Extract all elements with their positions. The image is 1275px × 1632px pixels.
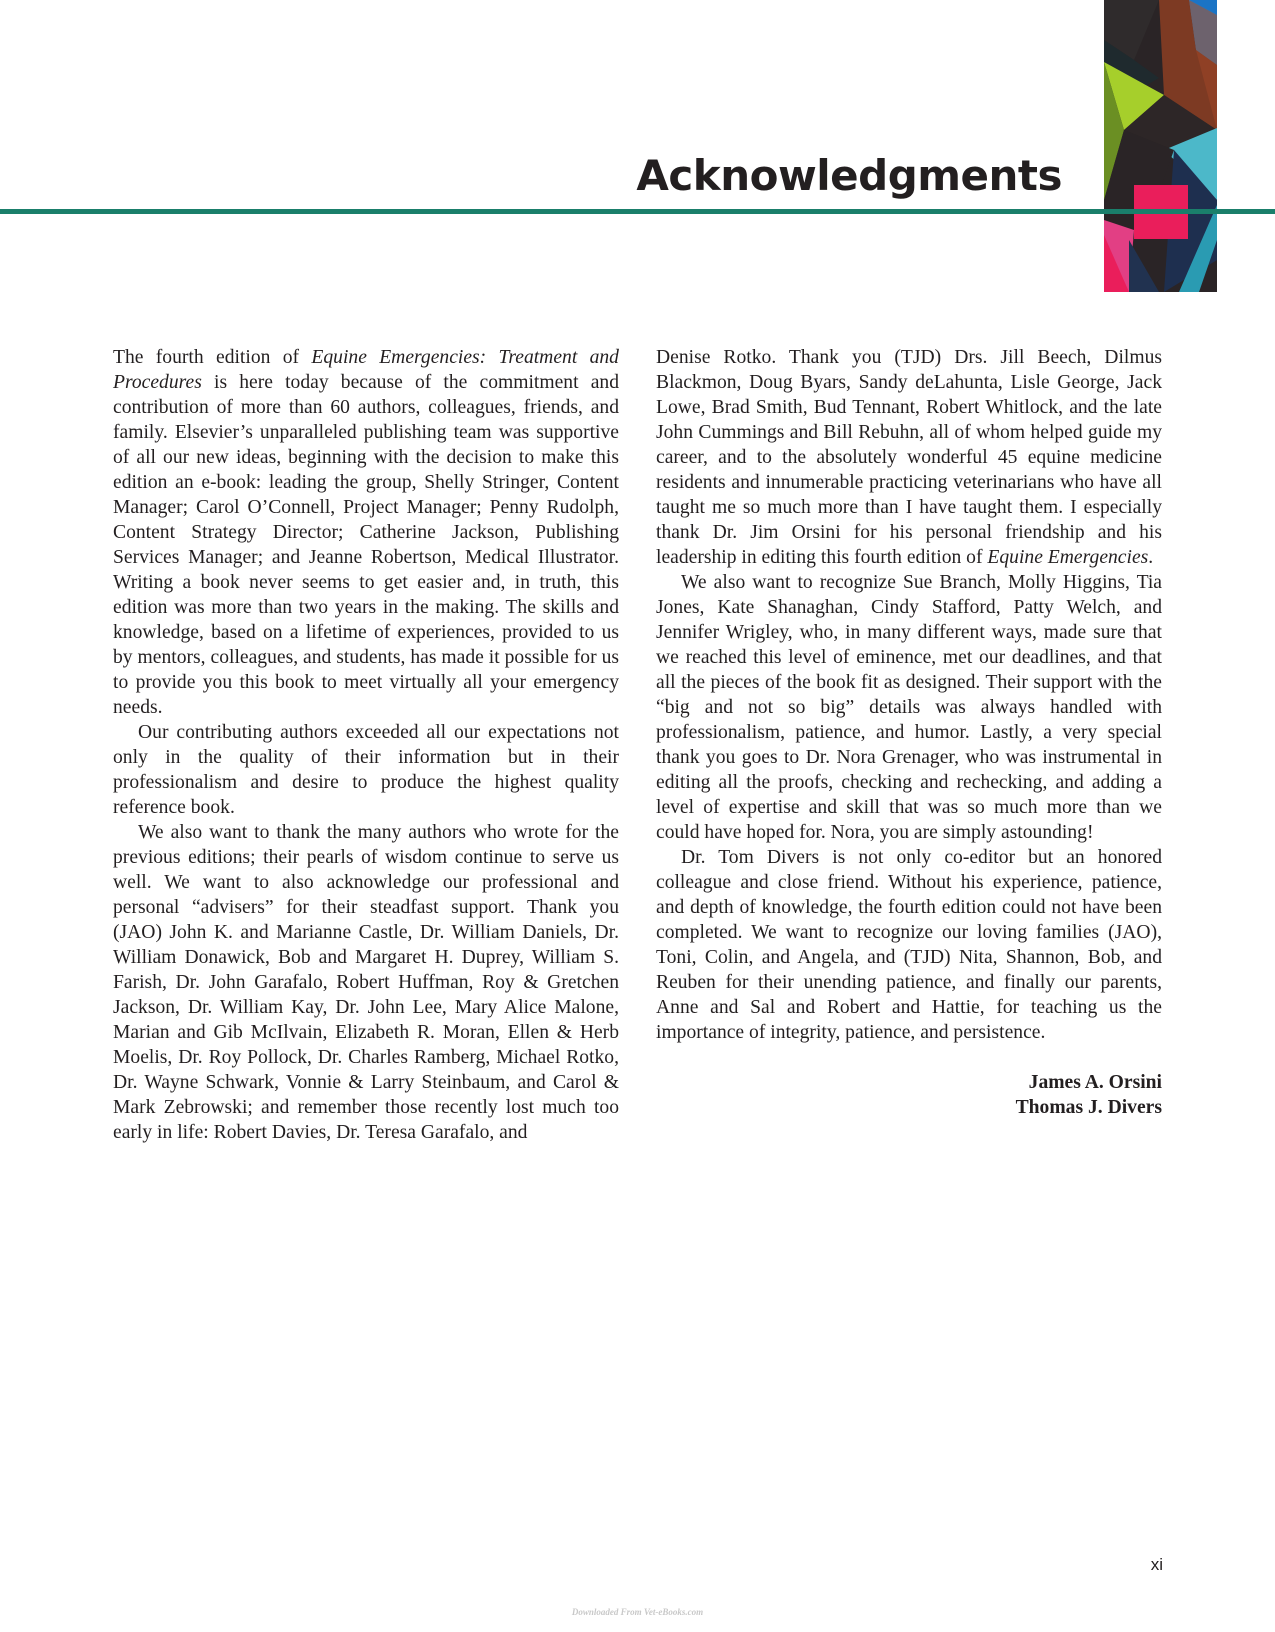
page-number: xi <box>1150 1555 1163 1574</box>
paragraph-1 <box>113 345 619 720</box>
left-column <box>113 345 619 1145</box>
paragraph-6: Dr. Tom Divers is not only co-editor but an honored colleague and close friend. Without his experience, patience, and depth of knowledge, the fourth edition could not have been completed. We want to recognize our loving families (JAO), Toni, Colin, and Angela, and (TJD) Nita, Shannon, Bob, and Reuben for their unending patience, and finally our parents, Anne and Sal and Robert and Hattie, for teaching us the importance of integrity, patience, and persistence. <box>656 847 1162 1043</box>
right-column <box>656 345 1162 1120</box>
book-title: Equine Emergencies: Treatment and Procedures <box>113 347 619 393</box>
watermark: Downloaded From Vet-eBooks.com <box>571 1607 704 1617</box>
paragraph-3: We also want to thank the many authors who wrote for the previous editions; their pearls of wisdom continue to serve us well. We want to also acknowledge our professional and personal “advisers” for their steadfast support. Thank you (JAO) John K. and Marianne Castle, Dr. William Daniels, Dr. William Donawick, Bob and Margaret H. Duprey, William S. Farish, Dr. John Garafalo, Robert Huffman, Roy & Gretchen Jackson, Dr. William Kay, Dr. John Lee, Mary Alice Malone, Marian and Gib McIlvain, Elizabeth R. Moran, Ellen & Herb Moelis, Dr. Roy Pollock, Dr. Charles Ramberg, Michael Rotko, Dr. Wayne Schwark, Vonnie & Larry Steinbaum, and Carol & Mark Zebrowski; and remember those recently lost much too early in life: Robert Davies, Dr. Teresa Garafalo, and <box>113 822 619 1143</box>
header-rule <box>0 209 1275 214</box>
paragraph-4-text-b: . <box>1148 547 1154 568</box>
signature-name: Thomas J. Divers <box>1015 1097 1162 1118</box>
paragraph-5: We also want to recognize Sue Branch, Molly Higgins, Tia Jones, Kate Shanaghan, Cindy Stafford, Patty Welch, and Jennifer Wrigley, who, in many different ways, made sure that we reached this level of eminence, met our deadlines, and that all the pieces of the book fit as designed. Their support with the “big and not so big” details was always handled with professionalism, patience, and humor. Lastly, a very special thank you goes to Dr. Nora Grenager, who was instrumental in editing all the proofs, checking and rechecking, and adding a level of expertise and skill that was so much more than we could have hoped for. Nora, you are simply astounding! <box>656 572 1162 843</box>
book-title-short: Equine Emergencies <box>987 547 1149 568</box>
signature-block <box>656 1070 1162 1120</box>
page-title: Acknowledgments <box>636 151 1062 200</box>
paragraph-4 <box>656 345 1162 570</box>
decorative-geometric-banner <box>1104 0 1217 292</box>
paragraph-1-text-a: The fourth edition of <box>113 347 312 368</box>
paragraph-1-text-b: is here today because of the commitment and contribution of more than 60 authors, colleagues, friends, and family. Elsevier’s unparalleled publishing team was supportive of all our new ideas, beginning with the decision to make this edition an e-book: leading the group, Shelly Stringer, Content Manager; Carol O’Connell, Project Manager; Penny Rudolph, Content Strategy Director; Catherine Jackson, Publishing Services Manager; and Jeanne Robertson, Medical Illustrator. Writing a book never seems to get easier and, in truth, this edition was more than two years in the making. The skills and knowledge, based on a lifetime of experiences, provided to us by mentors, colleagues, and students, has made it possible for us to provide you this book to meet virtually all your emergency needs. <box>113 372 619 718</box>
paragraph-4-text-a: Denise Rotko. Thank you (TJD) Drs. Jill Beech, Dilmus Blackmon, Doug Byars, Sandy deLahunta, Lisle George, Jack Lowe, Brad Smith, Bud Tennant, Robert Whitlock, and the late John Cummings and Bill Rebuhn, all of whom helped guide my career, and to the absolutely wonderful 45 equine medicine residents and innumerable practicing veterinarians who have all taught me so much more than I have taught them. I especially thank Dr. Jim Orsini for his personal friendship and his leadership in editing this fourth edition of <box>656 347 1162 568</box>
signature-name: James A. Orsini <box>1028 1072 1162 1093</box>
paragraph-2: Our contributing authors exceeded all our expectations not only in the quality of their information but in their professionalism and desire to produce the highest quality reference book. <box>113 722 619 818</box>
